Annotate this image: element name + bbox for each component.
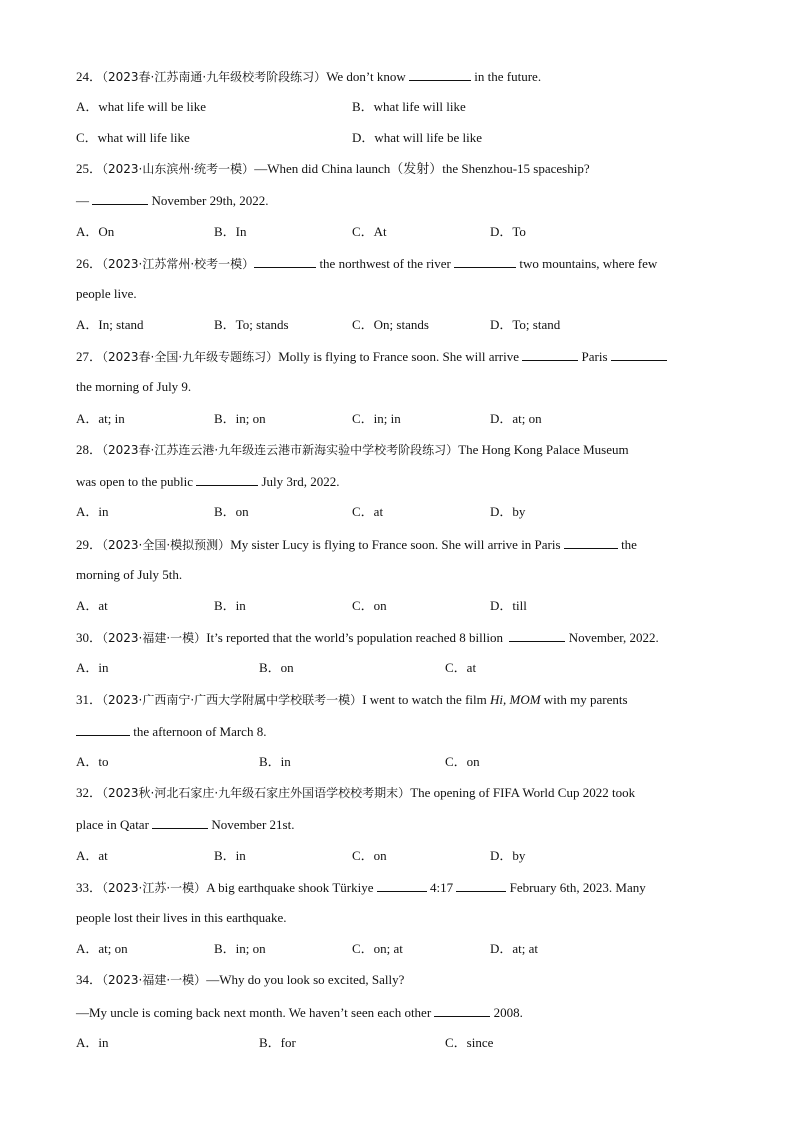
option-c[interactable]: C．in; in [352,411,401,426]
answer-blank [456,878,506,892]
option-a[interactable]: A．On [76,224,115,239]
option-d[interactable]: D．To; stand [490,317,561,332]
option-c[interactable]: C．at [352,504,384,519]
question-29-stem: 29．（2023·全国·模拟预测）My sister Lucy is flying to France soon. She will arrive in Paris the [76,537,637,552]
option-d[interactable]: D．by [490,848,526,863]
option-b[interactable]: B．in; on [214,411,266,426]
option-c[interactable]: C．since [445,1035,494,1050]
option-b[interactable]: B．in [259,754,291,769]
option-c[interactable]: C．at [445,660,477,675]
answer-blank [377,878,427,892]
option-a[interactable]: A．at; on [76,941,128,956]
option-a[interactable]: A．what life will be like [76,99,206,114]
option-d[interactable]: D．till [490,598,527,613]
question-30-stem: 30．（2023·福建·一模）It’s reported that the world’s population reached 8 billion November, 2022. [76,630,659,645]
option-c[interactable]: C．what will life like [76,130,190,145]
answer-blank [152,815,208,829]
option-b[interactable]: B．for [259,1035,296,1050]
option-d[interactable]: D．To [490,224,526,239]
answer-blank [409,67,471,81]
option-b[interactable]: B．In [214,224,247,239]
option-c[interactable]: C．on [352,598,387,613]
question-32-stem: 32．（2023秋·河北石家庄·九年级石家庄外国语学校校考期末）The opening of FIFA World Cup 2022 took [76,785,636,800]
answer-blank [564,535,618,549]
option-c[interactable]: C．on [445,754,480,769]
option-b[interactable]: B．in; on [214,941,266,956]
option-a[interactable]: A．in [76,504,109,519]
answer-blank [196,472,258,486]
answer-blank [509,628,565,642]
question-25-stem-line2: — November 29th, 2022. [76,193,269,208]
question-25-stem: 25．（2023·山东滨州·统考一模）—When did China launch（发射）the Shenzhou-15 spaceship? [76,161,590,176]
question-28-stem: 28．（2023春·江苏连云港·九年级连云港市新海实验中学校考阶段练习）The Hong Kong Palace Museum [76,442,629,457]
option-d[interactable]: D．what will life be like [352,130,482,145]
question-28-stem-line2: was open to the public July 3rd, 2022. [76,474,340,489]
question-27-stem: 27．（2023春·全国·九年级专题练习）Molly is flying to France soon. She will arrive Paris [76,347,667,366]
question-31-stem-line2: the afternoon of March 8. [76,722,266,741]
option-c[interactable]: C．On; stands [352,317,429,332]
question-number: 24 [76,69,89,84]
option-c[interactable]: C．on [352,848,387,863]
answer-blank [434,1003,490,1017]
option-c[interactable]: C．on; at [352,941,403,956]
question-29-stem-line2: morning of July 5th. [76,567,183,582]
answer-blank [76,722,130,736]
option-a[interactable]: A．In; stand [76,317,144,332]
option-b[interactable]: B．in [214,848,246,863]
question-26-stem: 26．（2023·江苏常州·校考一模） the northwest of the river two mountains, where few [76,256,658,271]
film-title: Hi, MOM [490,692,541,707]
question-34-stem: 34．（2023·福建·一模）—Why do you look so excited, Sally? [76,972,405,987]
answer-blank [611,347,667,361]
question-27-stem-line2: the morning of July 9. [76,379,192,394]
option-a[interactable]: A．in [76,660,109,675]
question-34-stem-line2: —My uncle is coming back next month. We haven’t seen each other 2008. [76,1005,523,1020]
option-b[interactable]: B．To; stands [214,317,289,332]
option-b[interactable]: B．on [259,660,294,675]
option-d[interactable]: D．at; at [490,941,539,956]
option-b[interactable]: B．in [214,598,246,613]
question-24-stem: 24．（2023春·江苏南通·九年级校考阶段练习）We don’t know in the future. [76,69,542,84]
question-33-stem-line2: people lost their lives in this earthquake. [76,910,287,925]
answer-blank [92,191,148,205]
question-33-stem: 33．（2023·江苏·一模）A big earthquake shook Türkiye 4:17 February 6th, 2023. Many [76,880,646,895]
option-a[interactable]: A．at [76,598,108,613]
option-a[interactable]: A．at [76,848,108,863]
answer-blank [454,254,516,268]
option-c[interactable]: C．At [352,224,387,239]
answer-blank [522,347,578,361]
option-a[interactable]: A．at; in [76,411,125,426]
option-d[interactable]: D．at; on [490,411,542,426]
answer-blank [254,254,316,268]
option-a[interactable]: A．to [76,754,109,769]
option-a[interactable]: A．in [76,1035,109,1050]
option-b[interactable]: B．what life will like [352,99,466,114]
question-source: （2023春·江苏南通·九年级校考阶段练习） [102,70,327,84]
question-31-stem: 31．（2023·广西南宁·广西大学附属中学校联考一模）I went to watch the film Hi, MOM with my parents [76,692,628,707]
option-d[interactable]: D．by [490,504,526,519]
question-32-stem-line2: place in Qatar November 21st. [76,817,295,832]
question-26-stem-line2: people live. [76,286,137,301]
option-b[interactable]: B．on [214,504,249,519]
